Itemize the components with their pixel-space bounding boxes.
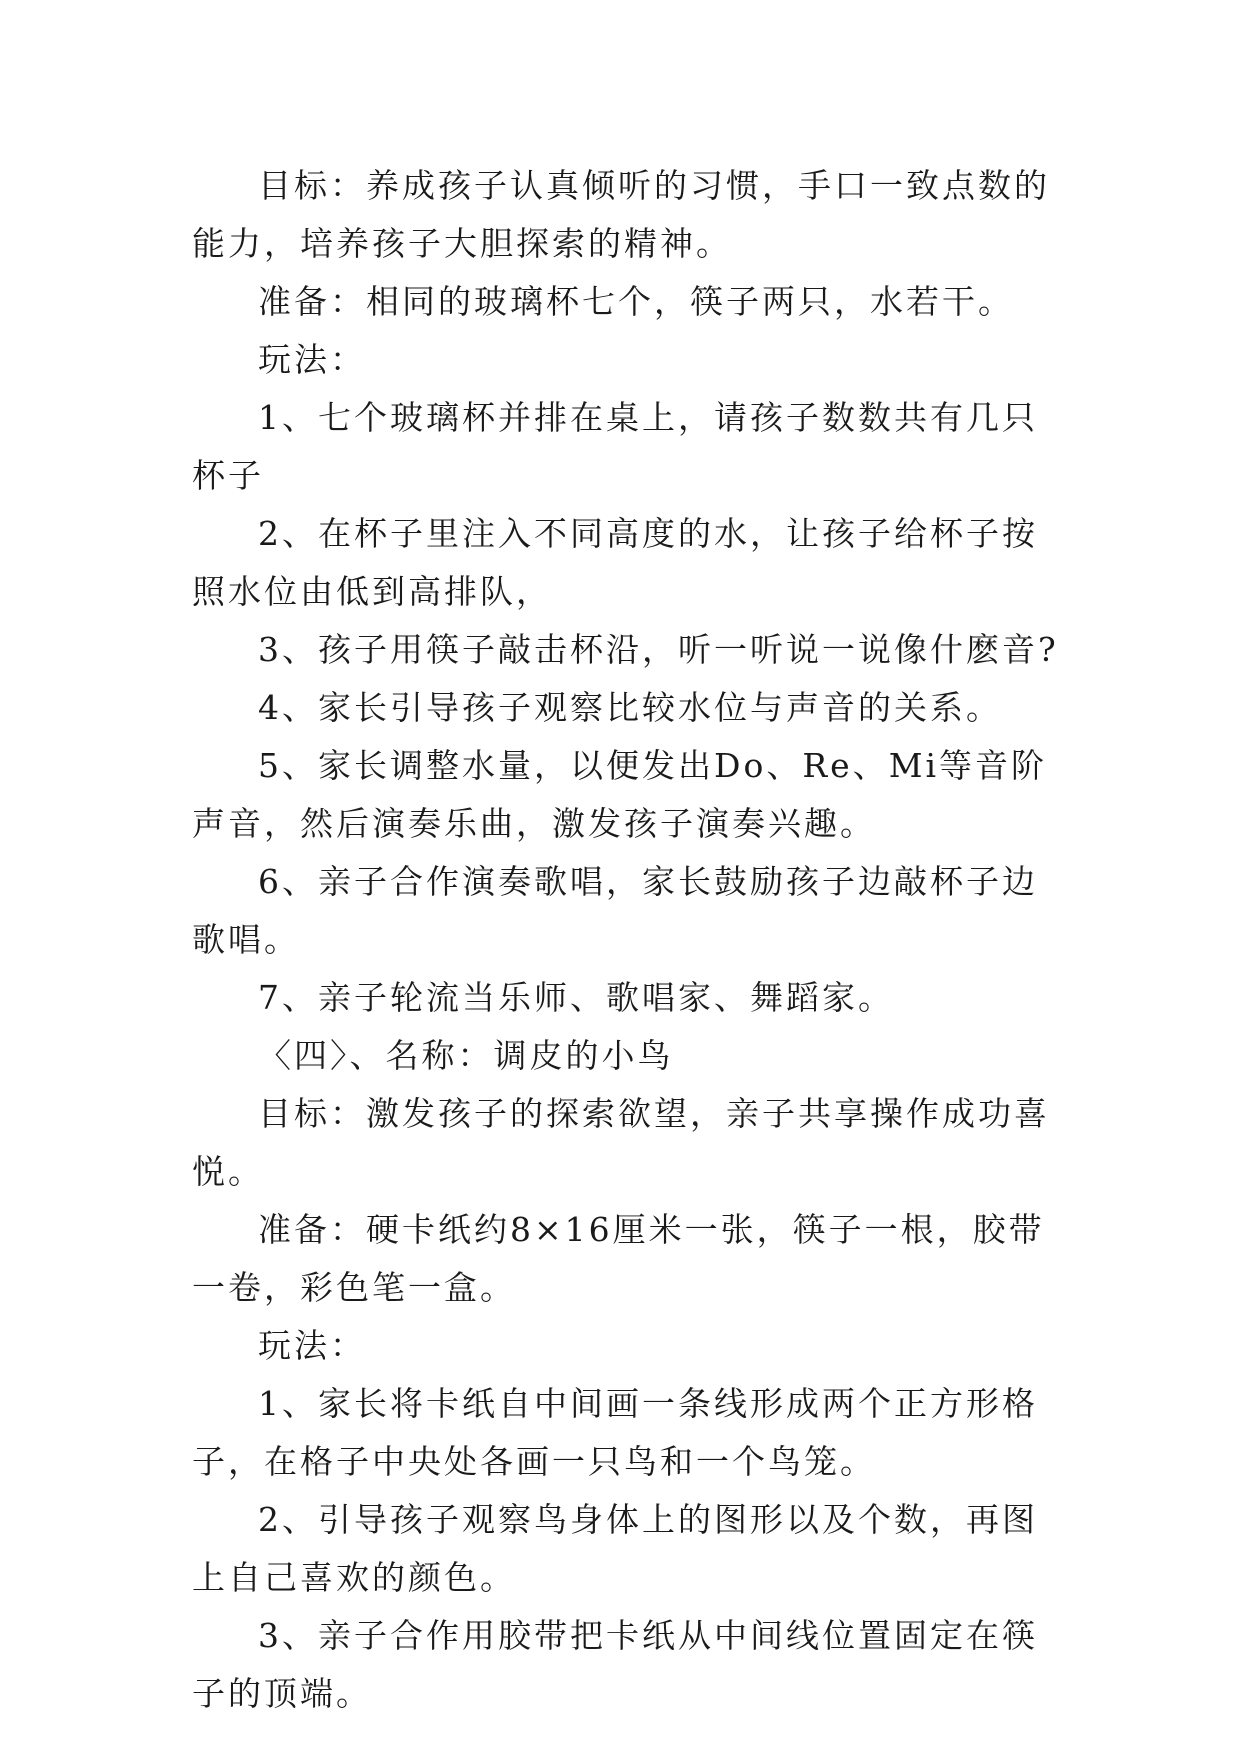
paragraph-method-heading-2: 玩法： [258,1326,366,1365]
paragraph-step-6: 6、亲子合作演奏歌唱，家长鼓励孩子边敲杯子边歌唱。 [192,862,1038,959]
paragraph-step-3b: 3、亲子合作用胶带把卡纸从中间线位置固定在筷子的顶端。 [192,1616,1038,1713]
paragraph-goal-1: 目标：养成孩子认真倾听的习惯，手口一致点数的能力，培养孩子大胆探索的精神。 [192,166,1050,263]
paragraph-step-5: 5、家长调整水量，以便发出Do、Re、Mi等音阶声音，然后演奏乐曲，激发孩子演奏兴趣。 [192,746,1048,843]
paragraph-step-1b: 1、家长将卡纸自中间画一条线形成两个正方形格子，在格子中央处各画一只鸟和一个鸟笼。 [192,1384,1038,1481]
paragraph-step-2: 2、在杯子里注入不同高度的水，让孩子给杯子按照水位由低到高排队， [192,514,1038,611]
paragraph-step-1: 1、七个玻璃杯并排在桌上，请孩子数数共有几只杯子 [192,398,1038,495]
paragraph-step-7: 7、亲子轮流当乐师、歌唱家、舞蹈家。 [258,978,894,1017]
paragraph-method-heading-1: 玩法： [258,340,366,379]
paragraph-step-3: 3、孩子用筷子敲击杯沿，听一听说一说像什麽音? [258,630,1059,669]
paragraph-step-2b: 2、引导孩子观察鸟身体上的图形以及个数，再图上自己喜欢的颜色。 [192,1500,1038,1597]
paragraph-prep-1: 准备：相同的玻璃杯七个，筷子两只，水若干。 [258,282,1014,321]
paragraph-step-4: 4、家长引导孩子观察比较水位与声音的关系。 [258,688,1002,727]
paragraph-prep-2: 准备：硬卡纸约8×16厘米一张，筷子一根，胶带一卷，彩色笔一盒。 [192,1210,1045,1307]
paragraph-goal-2: 目标：激发孩子的探索欲望，亲子共享操作成功喜悦。 [192,1094,1050,1191]
document-body [192,157,1072,1723]
section-heading-4: 〈四〉、名称：调皮的小鸟 [258,1036,674,1075]
